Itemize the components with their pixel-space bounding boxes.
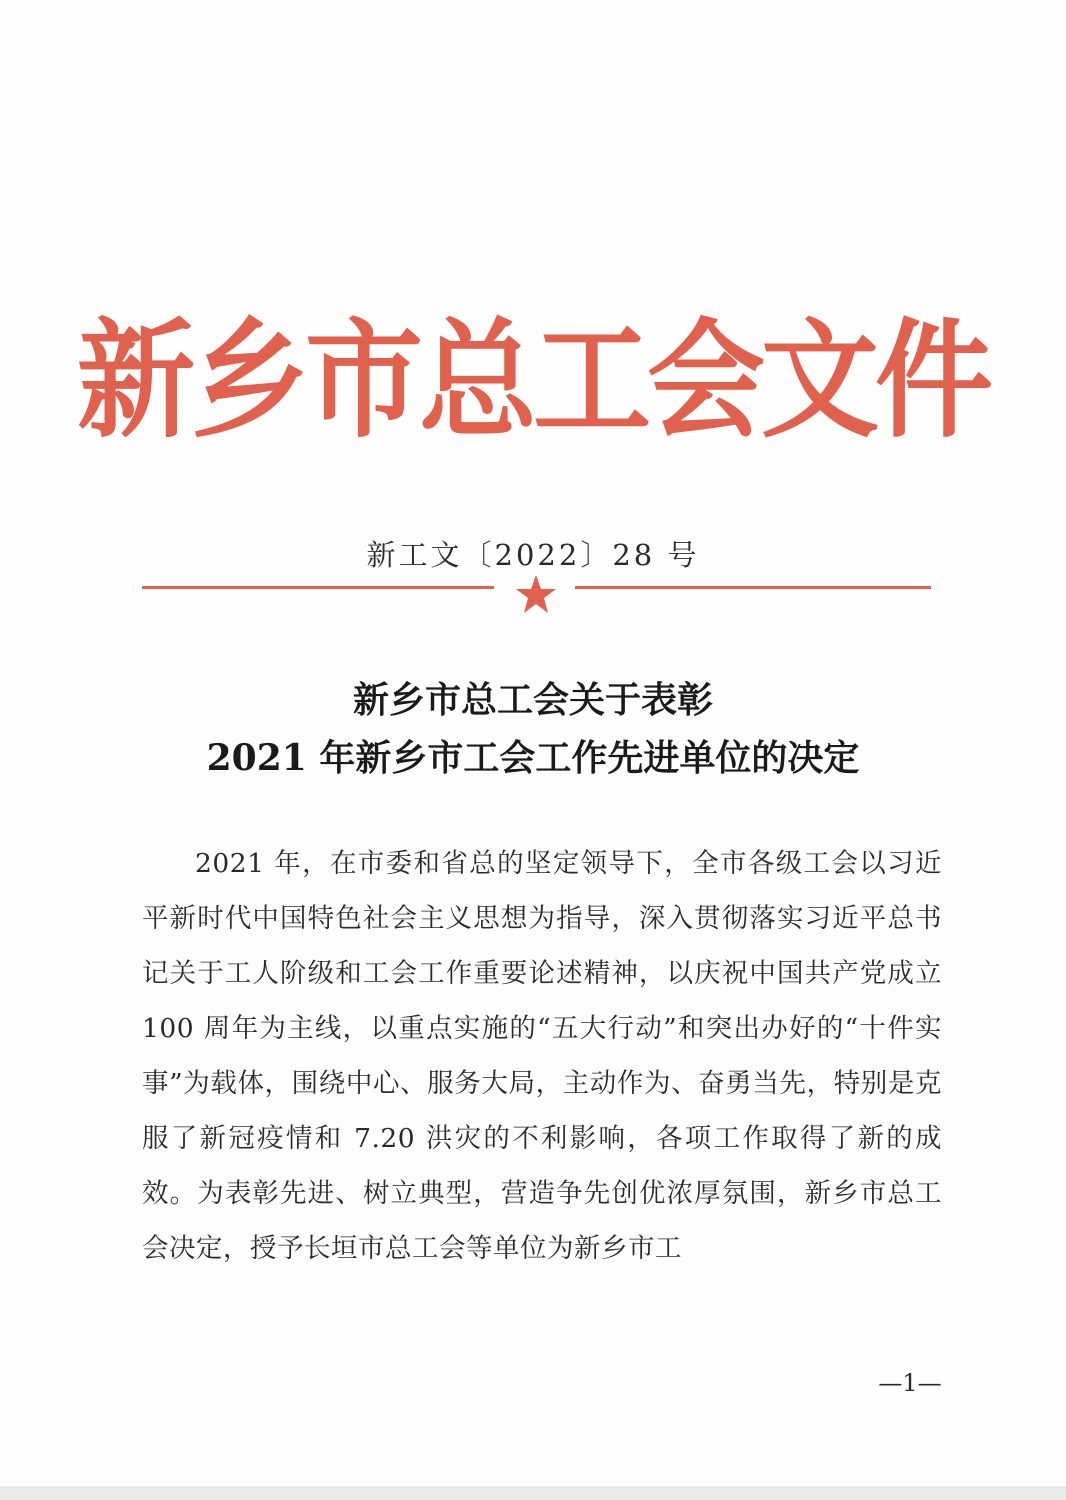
- document-title-line1: 新乡市总工会关于表彰: [352, 679, 713, 721]
- document-title-line2: 2021 年新乡市工会工作先进单位的决定: [206, 737, 860, 779]
- document-masthead: 新乡市总工会文件: [76, 305, 989, 455]
- body-paragraph: 2021 年，在市委和省总的坚定领导下，全市各级工会以习近平新时代中国特色社会主义思想为指导，深入贯彻落实习近平总书记关于工人阶级和工会工作重要论述精神，以庆祝中国共产党成立 100 周年为主线，以重点实施的“五大行动”和突出办好的“十件实事”为载体，围绕中心、服务大局，主动作为、奋勇当先，特别是克服了新冠疫情和 7.20 洪灾的不利影响，各项工作取得了新的成效。为表彰先进、树立典型，营造争先创优浓厚氛围，新乡市总工会决定，授予长垣市总工会等单位为新乡市工: [142, 848, 942, 1264]
- separator-line-left: [142, 586, 494, 589]
- scan-bottom-edge: [0, 1486, 1066, 1500]
- separator-line-right: [575, 586, 931, 589]
- red-star-icon: [515, 574, 557, 614]
- page-number: —1—: [878, 1369, 942, 1397]
- document-number: 新工文〔2022〕28 号: [366, 538, 700, 572]
